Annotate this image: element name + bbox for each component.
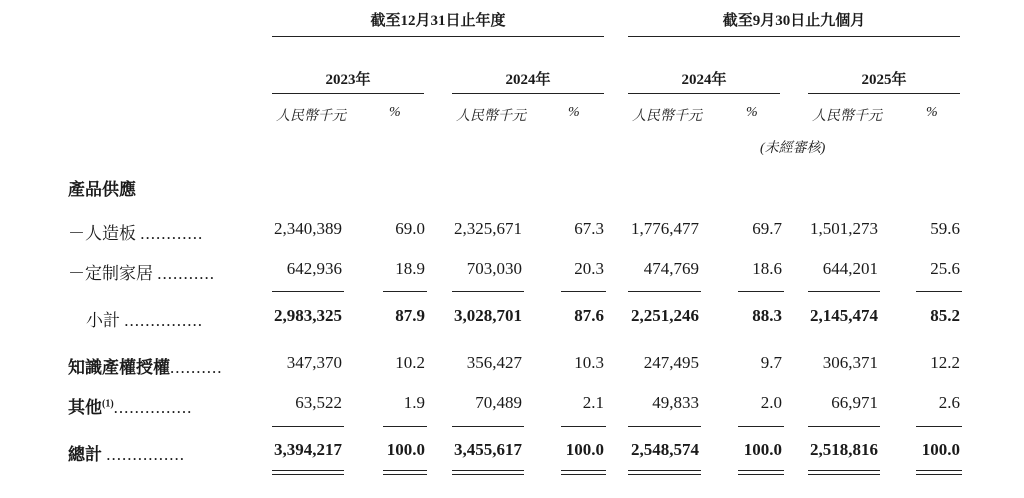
- subtotal-rule: [383, 291, 427, 292]
- unit-pct-2024: %: [568, 105, 580, 120]
- table-cell: 3,455,617: [454, 440, 522, 459]
- table-cell: 1.9: [403, 393, 425, 412]
- unit-pct-2024-9m: %: [746, 105, 758, 120]
- table-cell: 49,833: [652, 393, 699, 412]
- table-cell: 18.6: [752, 259, 782, 278]
- table-cell: 644,201: [822, 259, 878, 278]
- total-rule: [452, 426, 524, 427]
- row-label: 其他$^{(1)}$...............: [68, 398, 193, 417]
- unit-rmb-2024-9m: 人民幣千元: [632, 109, 702, 124]
- subtotal-rule: [738, 291, 784, 292]
- double-rule: [561, 470, 606, 471]
- divider: [808, 93, 960, 94]
- table-cell: 12.2: [930, 353, 960, 372]
- table-cell: 87.9: [395, 306, 425, 325]
- total-rule: [916, 426, 962, 427]
- double-rule: [383, 474, 427, 475]
- double-rule: [628, 470, 701, 471]
- table-cell: 100.0: [921, 440, 960, 459]
- table-cell: 10.3: [574, 353, 604, 372]
- table-cell: 2.0: [760, 393, 782, 412]
- table-cell: 100.0: [565, 440, 604, 459]
- unaudited-note: (未經審核): [760, 141, 826, 156]
- table-cell: 69.0: [395, 219, 425, 238]
- table-cell: 9.7: [760, 353, 782, 372]
- table-cell: 356,427: [466, 353, 522, 372]
- double-rule: [916, 474, 962, 475]
- table-cell: 2.6: [938, 393, 960, 412]
- subtotal-rule: [628, 291, 701, 292]
- table-cell: 63,522: [295, 393, 342, 412]
- unit-pct-2023: %: [389, 105, 401, 120]
- section-title: 產品供應: [68, 180, 136, 199]
- subtotal-rule: [272, 291, 344, 292]
- divider: [628, 93, 780, 94]
- divider: [272, 93, 424, 94]
- table-cell: 2,145,474: [810, 306, 878, 325]
- subtotal-rule: [916, 291, 962, 292]
- double-rule: [452, 470, 524, 471]
- table-cell: 20.3: [574, 259, 604, 278]
- table-cell: 2,983,325: [274, 306, 342, 325]
- table-cell: 2,251,246: [631, 306, 699, 325]
- table-cell: 10.2: [395, 353, 425, 372]
- double-rule: [452, 474, 524, 475]
- table-cell: 703,030: [466, 259, 522, 278]
- total-rule: [561, 426, 606, 427]
- table-cell: 69.7: [752, 219, 782, 238]
- row-label: 知識產權授權..........: [68, 358, 223, 377]
- double-rule: [738, 474, 784, 475]
- divider: [628, 36, 960, 37]
- row-label: 小計 ...............: [86, 311, 203, 330]
- table-cell: 66,971: [831, 393, 878, 412]
- subtotal-rule: [561, 291, 606, 292]
- table-cell: 474,769: [643, 259, 699, 278]
- row-label: 總計 ...............: [68, 445, 185, 464]
- total-rule: [272, 426, 344, 427]
- divider: [272, 36, 604, 37]
- unit-rmb-2023: 人民幣千元: [276, 109, 346, 124]
- double-rule: [738, 470, 784, 471]
- total-rule: [628, 426, 701, 427]
- table-cell: 88.3: [752, 306, 782, 325]
- table-cell: 642,936: [286, 259, 342, 278]
- table-cell: 100.0: [743, 440, 782, 459]
- table-cell: 2,518,816: [810, 440, 878, 459]
- table-cell: 1,501,273: [810, 219, 878, 238]
- total-rule: [383, 426, 427, 427]
- table-cell: 70,489: [475, 393, 522, 412]
- table-cell: 100.0: [386, 440, 425, 459]
- divider: [452, 93, 604, 94]
- table-cell: 347,370: [286, 353, 342, 372]
- table-cell: 2,340,389: [274, 219, 342, 238]
- double-rule: [272, 474, 344, 475]
- table-cell: 87.6: [574, 306, 604, 325]
- header-nine-months: 截至9月30日止九個月: [722, 13, 866, 29]
- table-cell: 3,028,701: [454, 306, 522, 325]
- double-rule: [628, 474, 701, 475]
- unit-rmb-2024: 人民幣千元: [456, 109, 526, 124]
- subtotal-rule: [808, 291, 880, 292]
- double-rule: [808, 470, 880, 471]
- unit-pct-2025-9m: %: [926, 105, 938, 120]
- unit-rmb-2025-9m: 人民幣千元: [812, 109, 882, 124]
- row-label: －定制家居 ...........: [68, 264, 215, 283]
- double-rule: [916, 470, 962, 471]
- table-cell: 67.3: [574, 219, 604, 238]
- double-rule: [561, 474, 606, 475]
- row-label: －人造板 ............: [68, 224, 204, 243]
- total-rule: [738, 426, 784, 427]
- double-rule: [808, 474, 880, 475]
- header-year-end: 截至12月31日止年度: [370, 13, 506, 29]
- period-2024: 2024年: [505, 72, 551, 88]
- table-cell: 1,776,477: [631, 219, 699, 238]
- table-cell: 25.6: [930, 259, 960, 278]
- period-2025-9m: 2025年: [861, 72, 907, 88]
- double-rule: [272, 470, 344, 471]
- table-cell: 306,371: [822, 353, 878, 372]
- double-rule: [383, 470, 427, 471]
- table-cell: 2.1: [582, 393, 604, 412]
- table-cell: 247,495: [643, 353, 699, 372]
- total-rule: [808, 426, 880, 427]
- subtotal-rule: [452, 291, 524, 292]
- table-cell: 2,548,574: [631, 440, 699, 459]
- table-cell: 3,394,217: [274, 440, 342, 459]
- table-cell: 59.6: [930, 219, 960, 238]
- table-cell: 85.2: [930, 306, 960, 325]
- table-cell: 2,325,671: [454, 219, 522, 238]
- period-2024-9m: 2024年: [681, 72, 727, 88]
- period-2023: 2023年: [325, 72, 371, 88]
- table-cell: 18.9: [395, 259, 425, 278]
